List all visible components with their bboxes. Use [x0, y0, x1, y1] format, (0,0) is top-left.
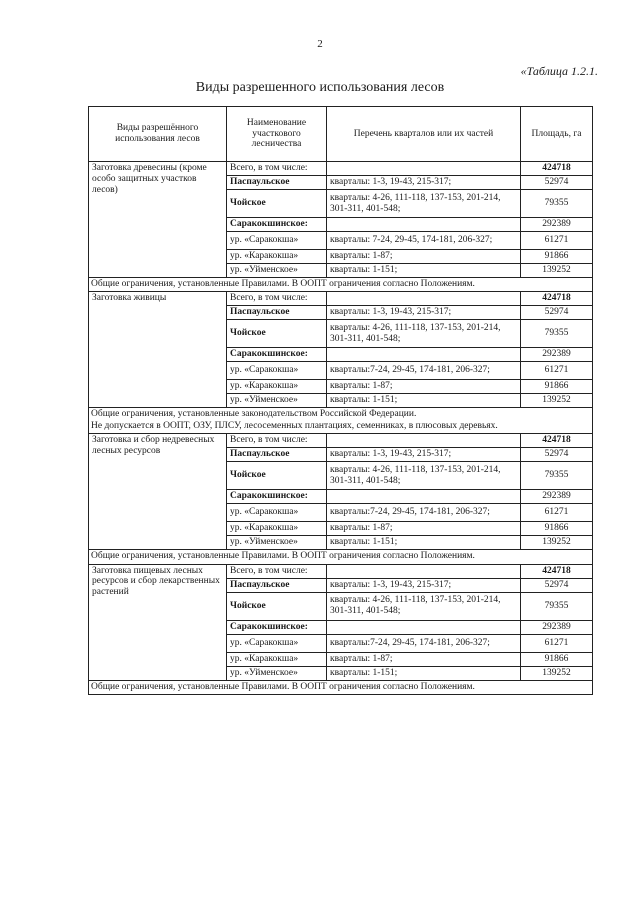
quarters-cell: [327, 162, 521, 176]
forestry-name-cell: Саракокшинское:: [227, 490, 327, 504]
restriction-text: Общие ограничения, установленные Правилами. В ООПТ ограничения согласно Положениям.: [91, 279, 475, 289]
forestry-name-cell: Саракокшинское:: [227, 348, 327, 362]
header-forestry: Наименование участкового лесничества: [227, 107, 327, 162]
area-cell: 52974: [521, 578, 593, 592]
forestry-name-cell: ур. «Саракокша»: [227, 634, 327, 652]
area-cell: 139252: [521, 666, 593, 680]
forestry-name-cell: ур. «Каракокша»: [227, 652, 327, 666]
quarters-cell: кварталы: 1-3, 19-43, 215-317;: [327, 578, 521, 592]
forestry-name-cell: Всего, в том числе:: [227, 292, 327, 306]
forestry-name-cell: ур. «Уйменское»: [227, 264, 327, 278]
area-cell: 79355: [521, 462, 593, 490]
restrictions-row: [89, 680, 593, 694]
quarters-cell: кварталы: 4-26, 111-118, 137-153, 201-214, 301-311, 401-548;: [327, 462, 521, 490]
restriction-text: Общие ограничения, установленные Правилами. В ООПТ ограничения согласно Положениям.: [91, 551, 475, 562]
quarters-cell: кварталы: 1-151;: [327, 394, 521, 408]
header-quarters: Перечень кварталов или их частей: [327, 107, 521, 162]
quarters-cell: кварталы: 4-26, 111-118, 137-153, 201-214, 301-311, 401-548;: [327, 592, 521, 620]
quarters-cell: [327, 218, 521, 232]
forestry-name-cell: Паспаульское: [227, 176, 327, 190]
forestry-name-cell: ур. «Каракокша»: [227, 250, 327, 264]
forestry-name-cell: Паспаульское: [227, 306, 327, 320]
use-type-cell: Заготовка и сбор недревесных лесных ресурсов: [89, 434, 227, 550]
quarters-cell: кварталы: 1-3, 19-43, 215-317;: [327, 176, 521, 190]
area-cell: 61271: [521, 504, 593, 522]
quarters-cell: кварталы:7-24, 29-45, 174-181, 206-327;: [327, 634, 521, 652]
area-cell: 292389: [521, 218, 593, 232]
area-cell: 91866: [521, 522, 593, 536]
table-row: [89, 564, 593, 578]
use-type-cell: Заготовка древесины (кроме особо защитных участков лесов): [89, 162, 227, 278]
use-type-cell: Заготовка живицы: [89, 292, 227, 408]
forestry-name-cell: Саракокшинское:: [227, 218, 327, 232]
quarters-cell: кварталы: 1-151;: [327, 666, 521, 680]
forestry-name-cell: ур. «Уйменское»: [227, 394, 327, 408]
restrictions-note: [89, 550, 593, 564]
restrictions-note: [89, 680, 593, 694]
quarters-cell: кварталы: 7-24, 29-45, 174-181, 206-327;: [327, 232, 521, 250]
forestry-name-cell: Чойское: [227, 462, 327, 490]
page-number: 2: [317, 38, 323, 50]
area-cell: 61271: [521, 634, 593, 652]
table-body: [89, 107, 593, 695]
forest-use-table: [88, 106, 593, 695]
forestry-name-cell: Чойское: [227, 190, 327, 218]
restriction-text: Не допускается в ООПТ, ОЗУ, ПЛСУ, лесосеменных плантациях, семенниках, в плюсовых деревьях.: [91, 420, 498, 431]
area-cell: 292389: [521, 620, 593, 634]
area-cell: 61271: [521, 232, 593, 250]
use-type-cell: Заготовка пищевых лесных ресурсов и сбор лекарственных растений: [89, 564, 227, 680]
forestry-name-cell: Всего, в том числе:: [227, 564, 327, 578]
area-cell: 139252: [521, 536, 593, 550]
area-cell: 424718: [521, 564, 593, 578]
area-cell: 79355: [521, 592, 593, 620]
table-header-row: [89, 107, 593, 162]
restrictions-row: [89, 278, 593, 292]
forestry-name-cell: Чойское: [227, 592, 327, 620]
area-cell: 52974: [521, 176, 593, 190]
forestry-name-cell: ур. «Уйменское»: [227, 666, 327, 680]
header-use-type: Виды разрешённого использования лесов: [89, 107, 227, 162]
restrictions-row: [89, 408, 593, 434]
restrictions-note: [89, 408, 593, 434]
area-cell: 52974: [521, 448, 593, 462]
area-cell: 91866: [521, 250, 593, 264]
area-cell: 424718: [521, 434, 593, 448]
quarters-cell: кварталы: 1-87;: [327, 250, 521, 264]
quarters-cell: кварталы: 1-3, 19-43, 215-317;: [327, 448, 521, 462]
quarters-cell: [327, 348, 521, 362]
area-cell: 52974: [521, 306, 593, 320]
area-cell: 424718: [521, 162, 593, 176]
quarters-cell: [327, 292, 521, 306]
quarters-cell: кварталы:7-24, 29-45, 174-181, 206-327;: [327, 504, 521, 522]
quarters-cell: кварталы:7-24, 29-45, 174-181, 206-327;: [327, 362, 521, 380]
quarters-cell: кварталы: 1-151;: [327, 264, 521, 278]
area-cell: 91866: [521, 380, 593, 394]
quarters-cell: [327, 490, 521, 504]
area-cell: 292389: [521, 348, 593, 362]
forestry-name-cell: Всего, в том числе:: [227, 162, 327, 176]
area-cell: 79355: [521, 190, 593, 218]
forestry-name-cell: Всего, в том числе:: [227, 434, 327, 448]
forestry-name-cell: ур. «Саракокша»: [227, 232, 327, 250]
quarters-cell: кварталы: 1-3, 19-43, 215-317;: [327, 306, 521, 320]
forestry-name-cell: Чойское: [227, 320, 327, 348]
table-caption: «Таблица 1.2.1.: [520, 64, 598, 78]
restrictions-note: [89, 278, 593, 292]
forestry-name-cell: Паспаульское: [227, 578, 327, 592]
forestry-name-cell: Саракокшинское:: [227, 620, 327, 634]
area-cell: 139252: [521, 394, 593, 408]
area-cell: 139252: [521, 264, 593, 278]
quarters-cell: кварталы: 4-26, 111-118, 137-153, 201-214, 301-311, 401-548;: [327, 320, 521, 348]
restrictions-row: [89, 550, 593, 564]
page-title: Виды разрешенного использования лесов: [195, 80, 445, 95]
restriction-text: Общие ограничения, установленные Правилами. В ООПТ ограничения согласно Положениям.: [91, 681, 475, 692]
forestry-name-cell: Паспаульское: [227, 448, 327, 462]
area-cell: 424718: [521, 292, 593, 306]
restriction-text: Общие ограничения, установленные законодательством Российской Федерации.: [91, 409, 417, 420]
quarters-cell: кварталы: 1-151;: [327, 536, 521, 550]
quarters-cell: кварталы: 1-87;: [327, 652, 521, 666]
area-cell: 91866: [521, 652, 593, 666]
area-cell: 61271: [521, 362, 593, 380]
quarters-cell: кварталы: 1-87;: [327, 522, 521, 536]
table-row: [89, 292, 593, 306]
quarters-cell: кварталы: 1-87;: [327, 380, 521, 394]
forestry-name-cell: ур. «Уйменское»: [227, 536, 327, 550]
area-cell: 79355: [521, 320, 593, 348]
forestry-name-cell: ур. «Саракокша»: [227, 504, 327, 522]
quarters-cell: [327, 434, 521, 448]
table-row: [89, 162, 593, 176]
forestry-name-cell: ур. «Саракокша»: [227, 362, 327, 380]
header-area: Площадь, га: [521, 107, 593, 162]
quarters-cell: кварталы: 4-26, 111-118, 137-153, 201-214, 301-311, 401-548;: [327, 190, 521, 218]
forestry-name-cell: ур. «Каракокша»: [227, 380, 327, 394]
area-cell: 292389: [521, 490, 593, 504]
table-row: [89, 434, 593, 448]
forestry-name-cell: ур. «Каракокша»: [227, 522, 327, 536]
quarters-cell: [327, 564, 521, 578]
quarters-cell: [327, 620, 521, 634]
